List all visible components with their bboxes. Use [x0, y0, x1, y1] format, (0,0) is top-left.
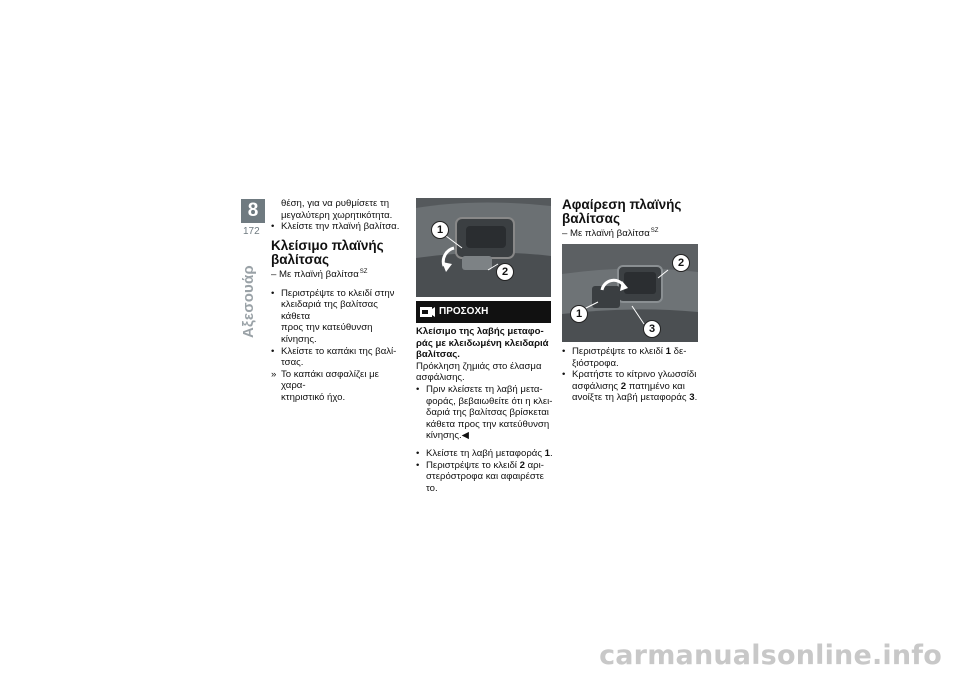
column-2 — [416, 326, 554, 494]
heading-close-case: Κλείσιμο πλαϊνής — [271, 237, 384, 253]
warning-title-1: Κλείσιμο της λαβής μεταφο- — [416, 326, 544, 337]
callout-3: 3 — [643, 320, 661, 338]
column-3 — [562, 346, 702, 404]
watermark: carmanualsonline.info — [599, 640, 942, 671]
condition-line: – Με πλαϊνή βαλίτσα$^{SZ}$ — [271, 268, 368, 280]
list-item: • Περιστρέψτε το κλειδί 2 αρι- στερόστροφα και αφαιρέστε το. — [416, 459, 544, 494]
warning-label: ΠΡΟΣΟΧΗ — [439, 306, 489, 317]
heading-remove-case: Αφαίρεση πλαϊνής — [562, 197, 682, 212]
warning-desc-1: Πρόκληση ζημιάς στο έλασμα — [416, 360, 542, 372]
section-side-label: Αξεσουάρ — [240, 265, 257, 338]
callout-1: 1 — [431, 221, 449, 239]
column-3-header — [562, 198, 702, 240]
chapter-number-box: 8 — [241, 199, 265, 223]
end-mark: ◀ — [461, 430, 469, 442]
warning-desc-2: ασφάλισης. — [416, 372, 465, 384]
photo-illustration — [416, 198, 551, 297]
list-item: • Κλείστε το καπάκι της βαλί- τσας. — [271, 345, 397, 369]
page-number: 172 — [243, 226, 260, 237]
intro-line-1: θέση, για να ρυθμίσετε τη — [281, 198, 390, 209]
intro-line-2: μεγαλύτερη χωρητικότητα. — [281, 209, 393, 221]
list-item: • Κλείστε την πλαϊνή βαλίτσα. — [271, 221, 400, 233]
list-item: • Κρατήστε το κίτρινο γλωσσίδι ασφάλισης 2 πατημένο και ανοίξτε τη λαβή μεταφοράς 3. — [562, 369, 698, 404]
list-item: • Περιστρέψτε το κλειδί στην κλειδαριά της βαλίτσας κάθετα προς την κατεύθυνση κίνησης. — [271, 287, 395, 345]
warning-icon — [419, 304, 435, 320]
heading-close-case-2: βαλίτσας — [271, 251, 330, 267]
warning-header — [416, 301, 551, 323]
photo-remove-case — [562, 244, 698, 342]
condition-line: – Με πλαϊνή βαλίτσα$^{SZ}$ — [562, 228, 659, 240]
callout-2: 2 — [496, 263, 514, 281]
callout-2: 2 — [672, 254, 690, 272]
list-item: • Κλείστε τη λαβή μεταφοράς 1. — [416, 447, 553, 459]
warning-title-3: βαλίτσας. — [416, 349, 460, 361]
list-item: • Περιστρέψτε το κλειδί 1 δε- ξιόστροφα. — [562, 346, 687, 369]
callout-1: 1 — [570, 305, 588, 323]
photo-close-handle — [416, 198, 551, 297]
column-1 — [271, 198, 406, 404]
result-item: » Το καπάκι ασφαλίζει με χαρα- κτηριστικό ήχο. — [271, 368, 379, 403]
heading-remove-case-2: βαλίτσας — [562, 211, 621, 226]
warning-title-2: ράς με κλειδωμένη κλειδαριά — [416, 337, 549, 349]
list-item: • Πριν κλείσετε τη λαβή μετα- φοράς, βεβαιωθείτε ότι η κλει- δαριά της βαλίτσας βρίσκεται κάθετα προς την κατεύθυνση κίνησης.◀ — [416, 383, 553, 442]
